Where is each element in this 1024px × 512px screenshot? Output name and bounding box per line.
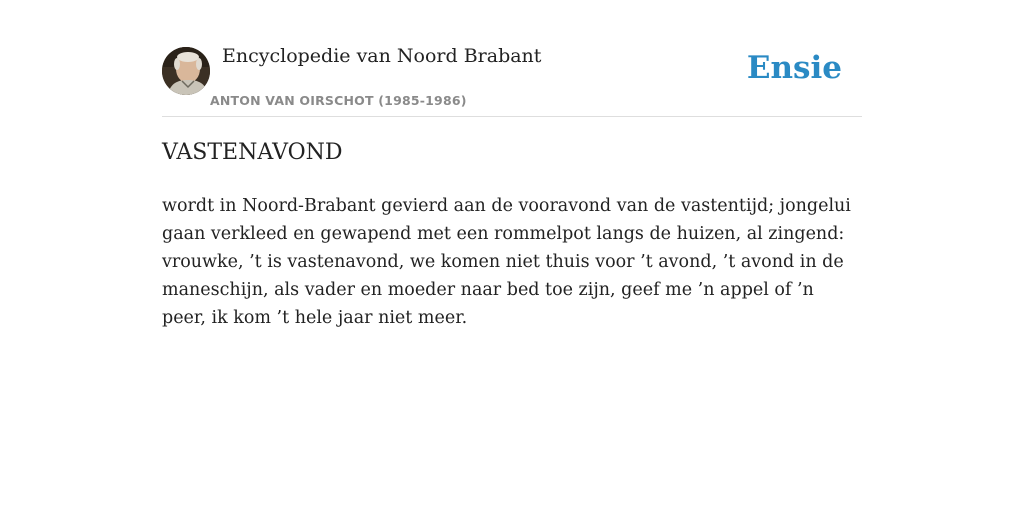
entry-body: wordt in Noord-Brabant gevierd aan de vooravond van de vastentijd; jongelui gaan verkleed en gewapend met een rommelpot langs de huizen, al zingend: vrouwke, ’t is vastenavond, we komen niet thuis voor ’t avond, ’t avond in de maneschijn, als vader en moeder naar bed toe zijn, geef me ’n appel of ’n peer, ik kom ’t hele jaar niet meer. [162,196,851,328]
source-title[interactable]: Encyclopedie van Noord Brabant [222,45,542,67]
header [162,0,862,117]
author-avatar[interactable] [162,47,210,95]
author-name[interactable]: ANTON VAN OIRSCHOT (1985-1986) [210,93,467,108]
author-portrait-icon [162,47,210,95]
entry-title: VASTENAVOND [162,140,343,165]
ensie-logo[interactable]: Ensie [746,50,842,86]
